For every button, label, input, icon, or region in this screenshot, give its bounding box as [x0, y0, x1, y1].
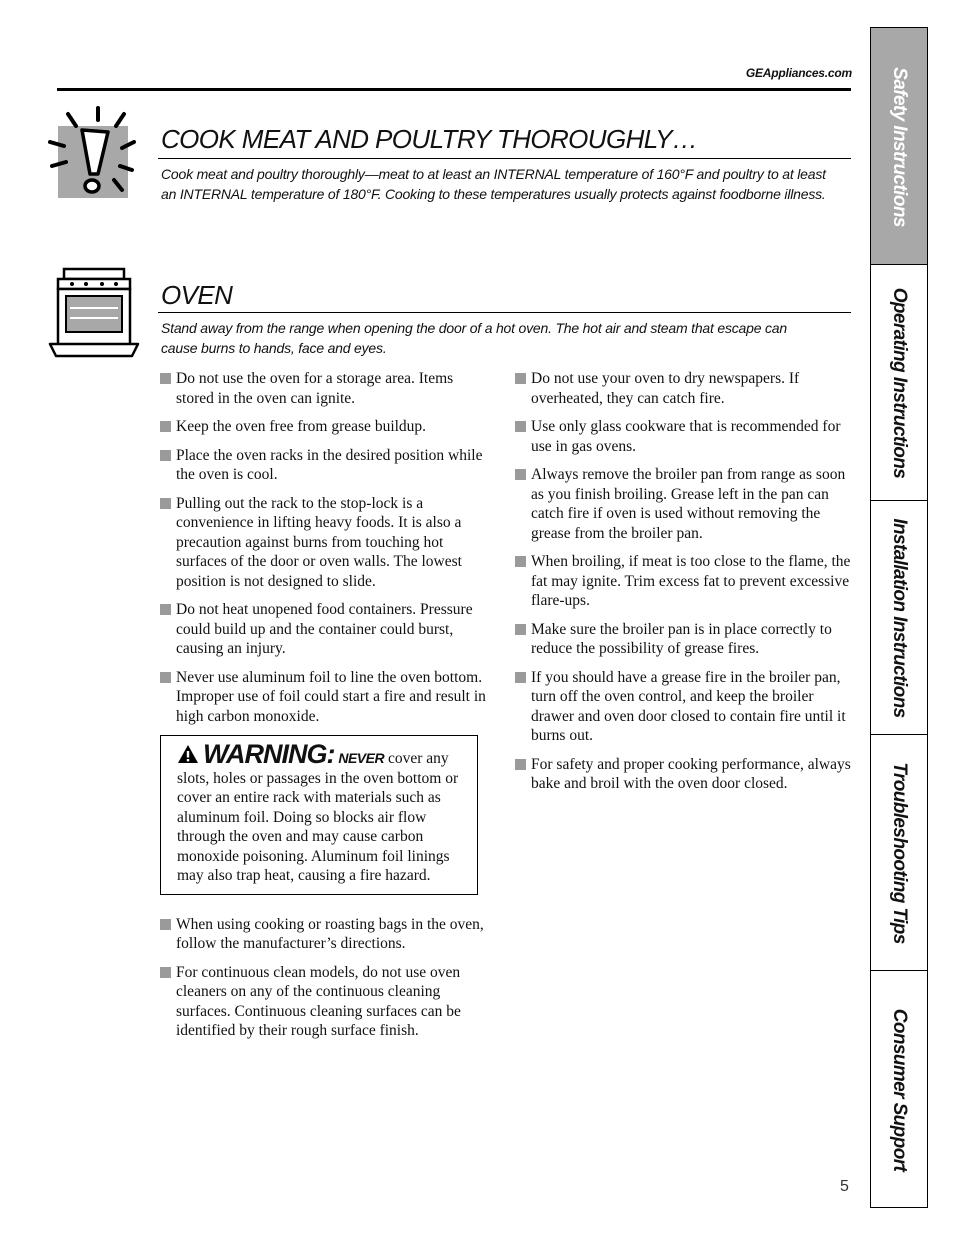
bullet-square-icon [515, 672, 526, 683]
list-item: For safety and proper cooking performance, always bake and broil with the oven door closed. [515, 755, 851, 794]
bullet-square-icon [515, 469, 526, 480]
site-url: GEAppliances.com [745, 66, 852, 80]
section-rule [158, 158, 851, 159]
bullet-square-icon [160, 672, 171, 683]
bullet-square-icon [515, 421, 526, 432]
warning-exclamation-icon [46, 104, 138, 202]
tab-installation-instructions[interactable]: Installation Instructions [871, 500, 927, 735]
left-column [160, 369, 490, 1050]
list-item: Use only glass cookware that is recommended for use in gas ovens. [515, 417, 851, 456]
tab-troubleshooting-tips[interactable]: Troubleshooting Tips [871, 734, 927, 971]
list-item: Place the oven racks in the desired position while the oven is cool. [160, 446, 490, 485]
section-title-oven: OVEN [161, 280, 233, 310]
section-title-cook-meat: COOK MEAT AND POULTRY THOROUGHLY… [161, 124, 698, 154]
list-item: Always remove the broiler pan from range as soon as you finish broiling. Grease left in the pan can catch fire if oven is used without removing the grease from the broiler pan. [515, 465, 851, 543]
side-tabs [870, 27, 928, 1208]
bullet-square-icon [515, 373, 526, 384]
warning-text: cover any slots, holes or passages in the oven bottom or cover an entire rack with materials such as aluminum foil. Doing so blocks air flow through the oven and may cause carbon monoxide poisoning. Aluminum foil linings may also trap heat, causing a fire hazard. [177, 750, 459, 884]
header-rule [57, 88, 851, 91]
list-item: For continuous clean models, do not use oven cleaners on any of the continuous cleaning surfaces. Continuous cleaning surfaces can be identified by their rough surface finish. [160, 963, 490, 1041]
list-item: When using cooking or roasting bags in the oven, follow the manufacturer’s directions. [160, 915, 490, 954]
bullet-square-icon [160, 498, 171, 509]
list-item: Do not use the oven for a storage area. Items stored in the oven can ignite. [160, 369, 490, 408]
oven-range-icon [46, 266, 140, 360]
list-item: If you should have a grease fire in the broiler pan, turn off the oven control, and keep the broiler drawer and oven door closed to contain fire until it burns out. [515, 668, 851, 746]
warning-label: WARNING: [203, 739, 335, 769]
bullet-square-icon [160, 604, 171, 615]
right-column [515, 369, 851, 803]
bullet-square-icon [160, 967, 171, 978]
list-item: Make sure the broiler pan is in place correctly to reduce the possibility of grease fires. [515, 620, 851, 659]
warning-box [160, 735, 478, 895]
list-item: Do not heat unopened food containers. Pressure could build up and the container could burst, causing an injury. [160, 600, 490, 659]
tab-consumer-support[interactable]: Consumer Support [871, 970, 927, 1208]
section-text-cook-meat: Cook meat and poultry thoroughly—meat to at least an INTERNAL temperature of 160°F and poultry to at least an INTERNAL temperature of 180°F. Cooking to these temperatures usually protects against foodborne illness. [161, 166, 826, 202]
list-item: Keep the oven free from grease buildup. [160, 417, 490, 437]
bullet-square-icon [160, 919, 171, 930]
tab-safety-instructions[interactable]: Safety Instructions [871, 27, 927, 265]
list-item: Never use aluminum foil to line the oven bottom. Improper use of foil could start a fire and result in high carbon monoxide. [160, 668, 490, 727]
warning-never: NEVER [338, 750, 385, 766]
bullet-square-icon [160, 450, 171, 461]
list-item: Do not use your oven to dry newspapers. If overheated, they can catch fire. [515, 369, 851, 408]
bullet-square-icon [515, 556, 526, 567]
bullet-square-icon [160, 421, 171, 432]
list-item: When broiling, if meat is too close to the flame, the fat may ignite. Trim excess fat to prevent excessive flare-ups. [515, 552, 851, 611]
bullet-square-icon [515, 624, 526, 635]
warning-triangle-icon [177, 744, 199, 764]
tab-operating-instructions[interactable]: Operating Instructions [871, 264, 927, 501]
page-number: 5 [840, 1178, 849, 1195]
bullet-square-icon [515, 759, 526, 770]
section-text-oven: Stand away from the range when opening the door of a hot oven. The hot air and steam that escape can cause burns to hands, face and eyes. [161, 320, 787, 356]
list-item: Pulling out the rack to the stop-lock is a convenience in lifting heavy foods. It is also a precaution against burns from touching hot surfaces of the door or oven walls. The lowest position is not designed to slide. [160, 494, 490, 592]
section-rule [158, 312, 851, 313]
bullet-square-icon [160, 373, 171, 384]
